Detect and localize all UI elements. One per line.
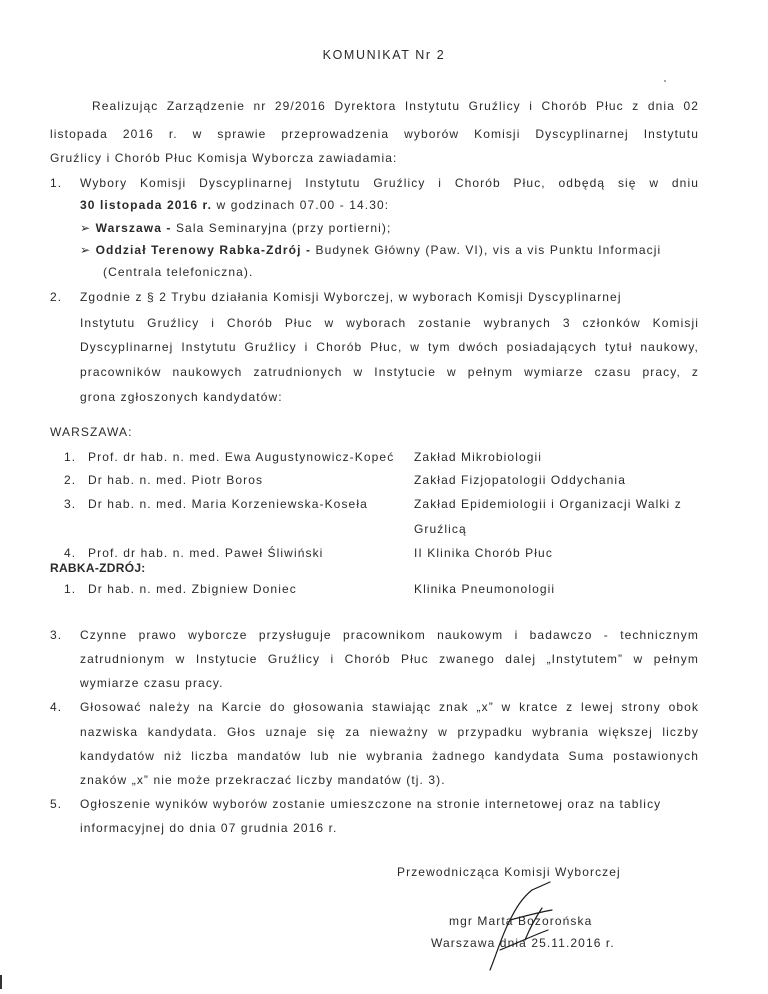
arrow-bullet-icon: ➢ — [80, 221, 96, 235]
item-5-number: 5. — [50, 797, 63, 811]
candidate-name: Dr hab. n. med. Maria Korzeniewska-Koseła — [88, 497, 368, 511]
item-4-line-3: kandydatów niż liczba mandatów lub nie wybrania żadnego kandydata Suma postawionych — [80, 749, 699, 763]
document-title: KOMUNIKAT Nr 2 — [322, 48, 446, 62]
item-2-line-1: Zgodnie z § 2 Trybu działania Komisji Wyborczej, w wyborach Komisji Dyscyplinarnej — [80, 290, 622, 304]
item-2-number: 2. — [50, 290, 63, 304]
candidate-unit: Zakład Mikrobiologii — [414, 450, 543, 464]
intro-line-3: Gruźlicy i Chorób Płuc Komisja Wyborcza zawiadamia: — [50, 151, 398, 165]
candidate-name: Dr hab. n. med. Zbigniew Doniec — [88, 582, 297, 596]
item-1-line-1: Wybory Komisji Dyscyplinarnej Instytutu Gruźlicy i Chorób Płuc, odbędą się w dniu — [80, 176, 699, 190]
candidate-unit: Zakład Fizjopatologii Oddychania — [414, 473, 626, 487]
election-date: 30 listopada 2016 r. — [80, 198, 213, 212]
warszawa-heading: WARSZAWA: — [50, 425, 133, 439]
candidate-name: Prof. dr hab. n. med. Ewa Augustynowicz-Kopeć — [88, 450, 395, 464]
scan-edge-mark — [0, 975, 2, 989]
election-hours: w godzinach 07.00 - 14.30: — [212, 198, 390, 212]
item-4-line-2: nazwiska kandydata. Głos uznaje się za nieważny w przypadku wybrania większej liczby — [80, 725, 699, 739]
arrow-bullet-icon: ➢ — [80, 243, 96, 257]
item-2-line-3: Dyscyplinarnej Instytutu Gruźlicy i Chorób Płuc, w tym dwóch posiadających tytuł naukowy, — [80, 340, 699, 354]
signature-role: Przewodnicząca Komisji Wyborczej — [397, 865, 621, 879]
intro-line-2: listopada 2016 r. w sprawie przeprowadzenia wyborów Komisji Dyscyplinarnej Instytutu — [50, 127, 699, 141]
candidate-name: Prof. dr hab. n. med. Paweł Śliwiński — [88, 546, 324, 560]
item-3-line-1: Czynne prawo wyborcze przysługuje pracownikom naukowym i badawczo - technicznym — [80, 628, 699, 642]
item-5-line-1: Ogłoszenie wyników wyborów zostanie umieszczone na stronie internetowej oraz na tablicy — [80, 797, 662, 811]
item-3-number: 3. — [50, 628, 63, 642]
item-3-line-3: wymiarze czasu pracy. — [80, 676, 224, 690]
item-3-line-2: zatrudnionym w Instytucie Gruźlicy i Chorób Płuc zwanego dalej „Instytutem” w pełnym — [80, 652, 699, 666]
bullet-warszawa-label: Warszawa - — [95, 221, 176, 235]
candidate-unit: Zakład Epidemiologii i Organizacji Walki z — [414, 497, 682, 511]
item-2-line-2: Instytutu Gruźlicy i Chorób Płuc w wyborach zostanie wybranych 3 członków Komisji — [80, 316, 699, 330]
scan-speck — [664, 80, 666, 82]
bullet-warszawa — [80, 221, 391, 235]
item-4-line-1: Głosować należy na Karcie do głosowania stawiając znak „x” w kratce z lewej strony obok — [80, 700, 699, 714]
candidate-name: Dr hab. n. med. Piotr Boros — [88, 473, 264, 487]
handwritten-signature — [470, 880, 590, 975]
item-1-line-2 — [80, 198, 389, 212]
bullet-rabka-cont: (Centrala telefoniczna). — [103, 265, 254, 279]
candidate-unit: Klinika Pneumonologii — [414, 582, 556, 596]
candidate-number: 2. — [64, 473, 77, 487]
candidate-number: 3. — [64, 497, 77, 511]
item-4-number: 4. — [50, 700, 63, 714]
signature-name: mgr Marta Bozorońska — [449, 914, 593, 928]
item-2-line-5: grona zgłoszonych kandydatów: — [80, 390, 283, 404]
item-4-line-4: znaków „x” nie może przekraczać liczby mandatów (tj. 3). — [80, 773, 446, 787]
rabka-heading: RABKA-ZDRÓJ: — [50, 561, 146, 575]
item-1-number: 1. — [50, 176, 63, 190]
candidate-unit: II Klinika Chorób Płuc — [414, 546, 553, 560]
item-2-line-4: pracowników naukowych zatrudnionych w Instytucie w pełnym wymiarze czasu pracy, z — [80, 365, 699, 379]
bullet-rabka — [80, 243, 661, 257]
candidate-unit-cont: Gruźlicą — [414, 522, 467, 536]
candidate-number: 1. — [64, 582, 77, 596]
intro-line-1: Realizując Zarządzenie nr 29/2016 Dyrektora Instytutu Gruźlicy i Chorób Płuc z dnia 02 — [92, 99, 699, 113]
signature-place-date: Warszawa dnia 25.11.2016 r. — [431, 936, 615, 950]
candidate-number: 4. — [64, 546, 77, 560]
candidate-number: 1. — [64, 450, 77, 464]
bullet-warszawa-text: Sala Seminaryjna (przy portierni); — [175, 221, 392, 235]
bullet-rabka-text: Budynek Główny (Paw. VI), vis a vis Punktu Informacji — [315, 243, 662, 257]
bullet-rabka-label: Oddział Terenowy Rabka-Zdrój - — [95, 243, 316, 257]
item-5-line-2: informacyjnej do dnia 07 grudnia 2016 r. — [80, 821, 338, 835]
